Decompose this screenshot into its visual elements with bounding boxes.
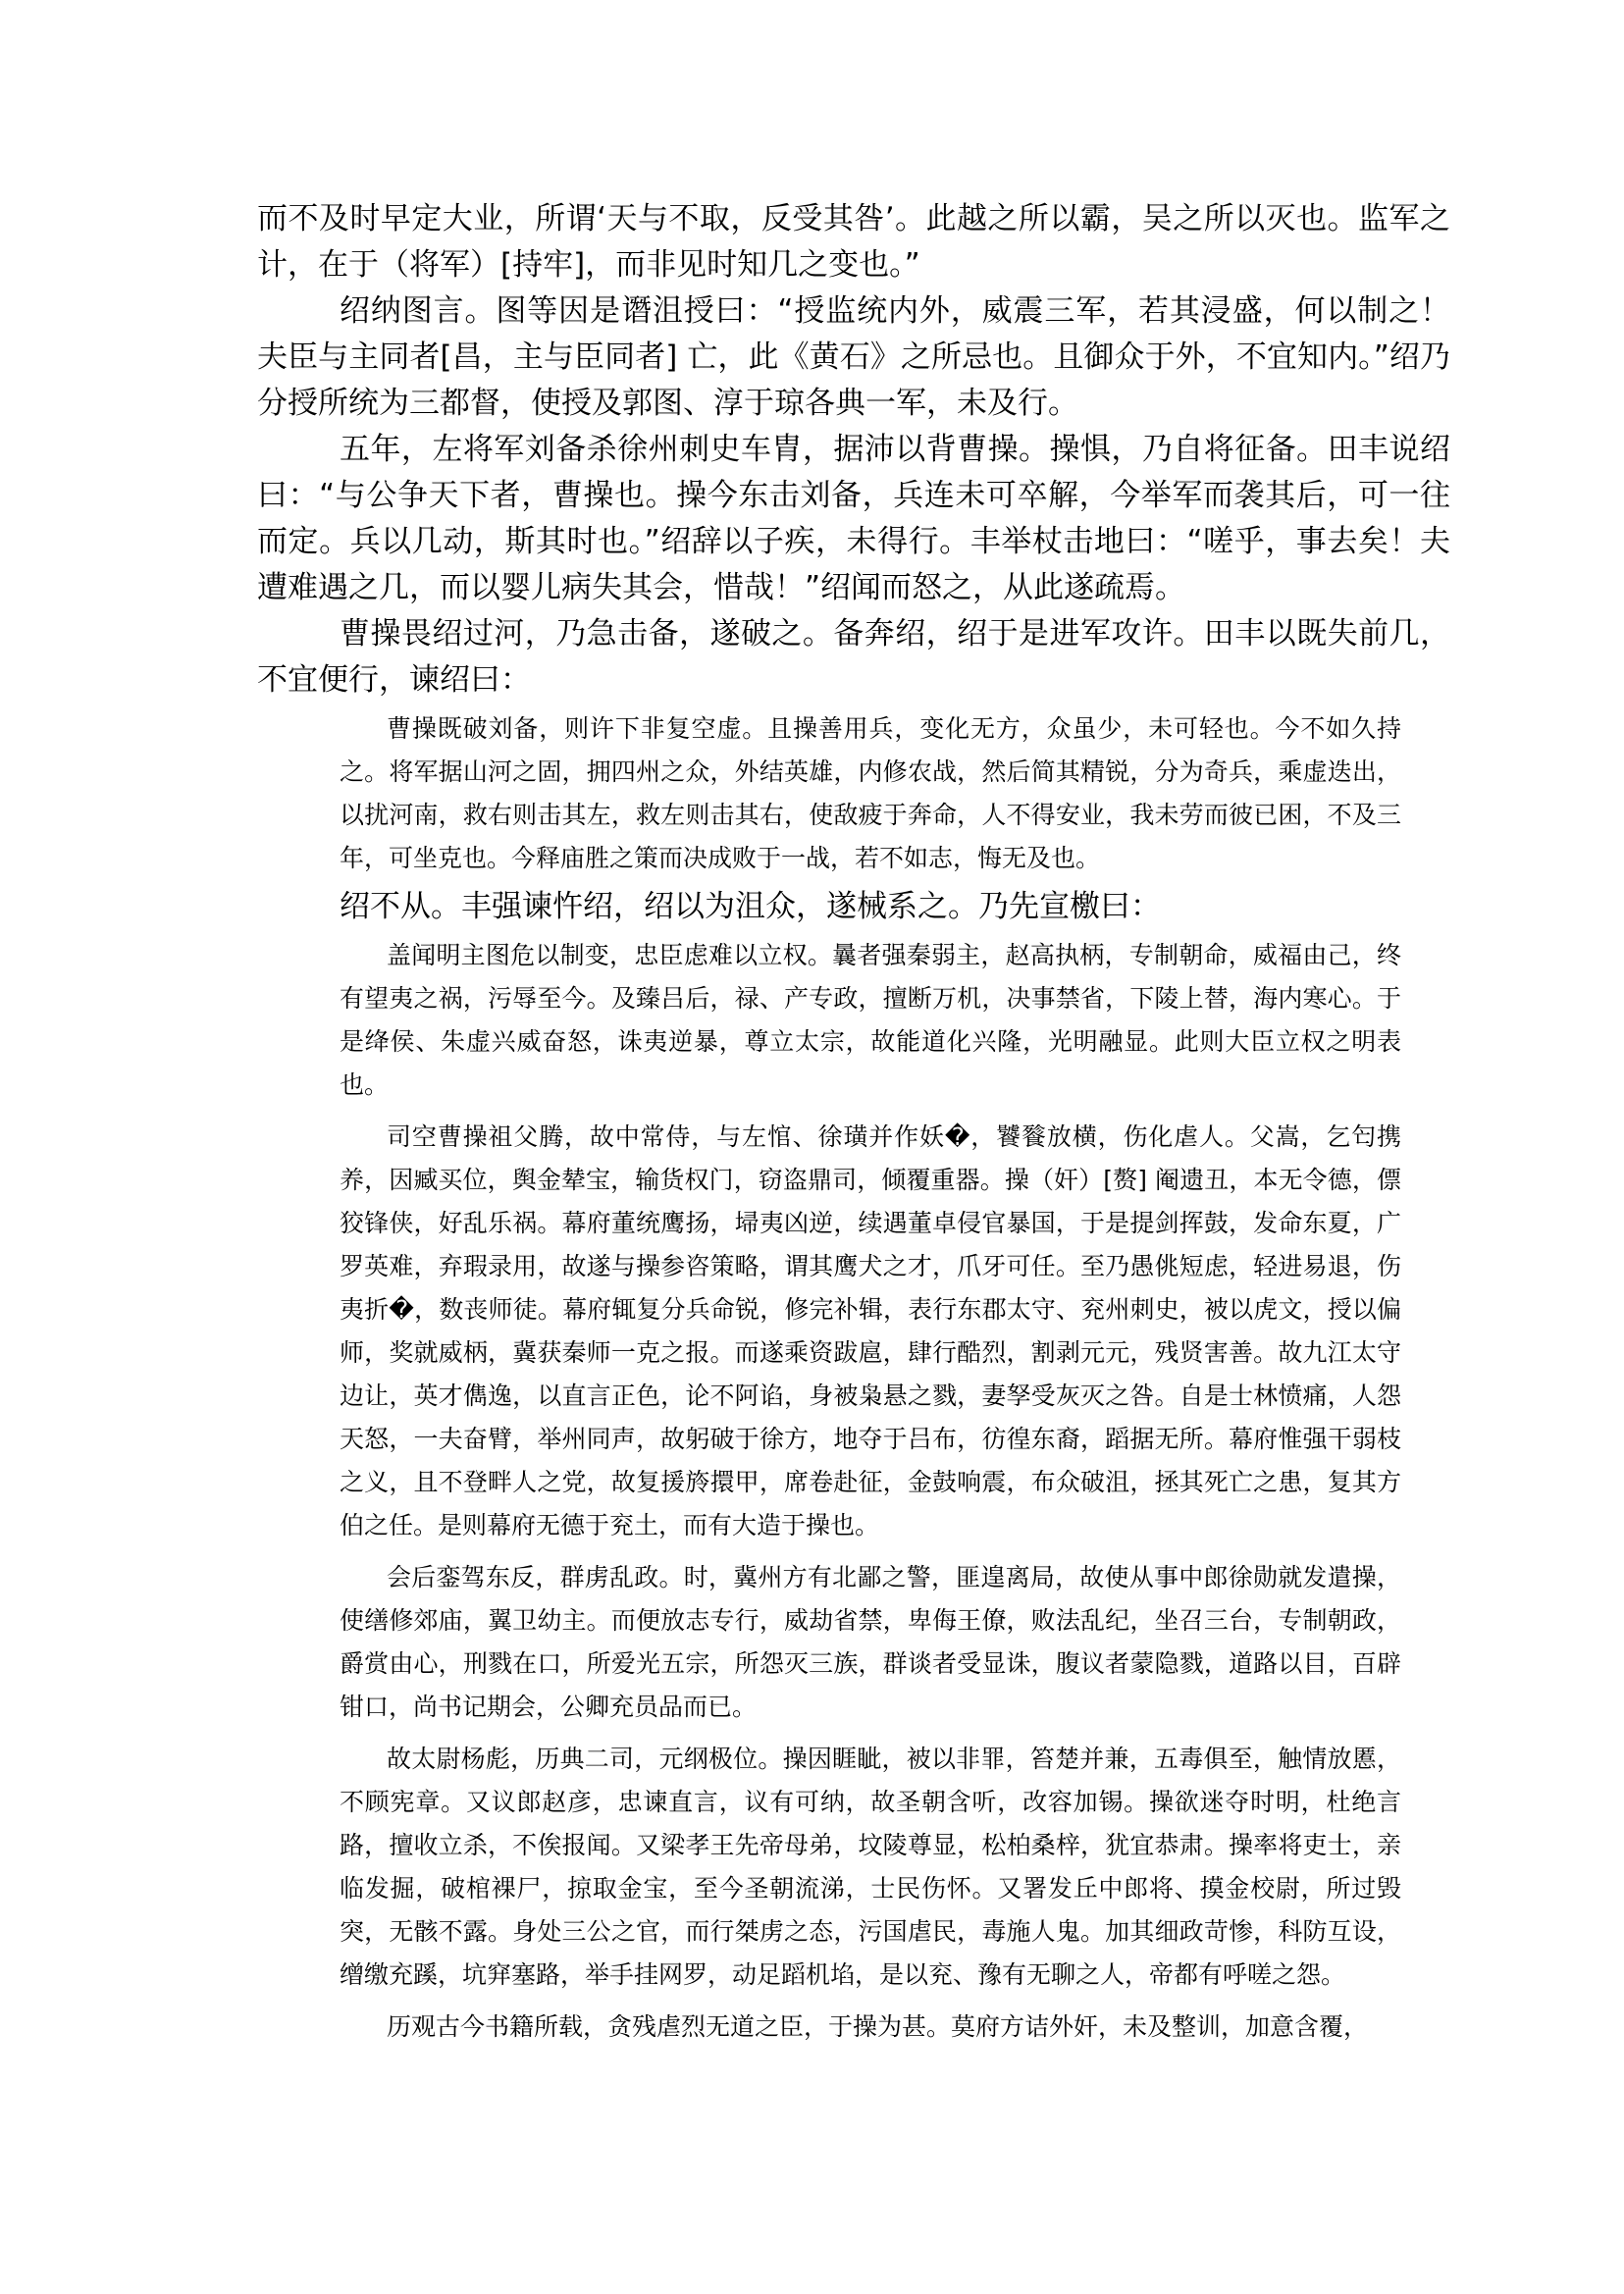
blockquote-tianfeng-remonstrance xyxy=(340,707,1401,880)
blockquote-paragraph: 司空曹操祖父腾，故中常侍，与左悺、徐璜并作妖�，饕餮放横，伤化虐人。父嵩，乞匄携养，因臧买位，舆金辇宝，输货权门，窃盗鼎司，倾覆重器。操（奸）[赘] 阉遗丑，本无令德，僄狡锋侠，好乱乐祸。幕府董统鹰扬，埽夷凶逆，续遇董卓侵官暴国，于是提剑挥鼓，发命东夏，广罗英难，弃瑕录用，故遂与操参咨策略，谓其鹰犬之才，爪牙可任。至乃愚佻短虑，轻进易退，伤夷折�，数丧师徒。幕府辄复分兵命锐，修完补辑，表行东郡太守、兖州刺史，被以虎文，授以偏师，奖就威柄，冀获秦师一克之报。而遂乘资跋扈，肆行酷烈，割剥元元，残贤害善。故九江太守边让，英才儁逸，以直言正色，论不阿谄，身被枭悬之戮，妻孥受灰灭之咎。自是士林愤痛，人怨天怒，一夫奋臂，举州同声，故躬破于徐方，地夺于吕布，彷徨东裔，蹈据无所。幕府惟强干弱枝之义，且不登畔人之党，故复援旍擐甲，席卷赴征，金鼓响震，布众破沮，拯其死亡之患，复其方伯之任。是则幕府无德于兖土，而有大造于操也。 xyxy=(340,1122,1401,1539)
blockquote-paragraph: 会后銮驾东反，群虏乱政。时，冀州方有北鄙之警，匪遑离局，故使从事中郎徐勋就发遣操，使缮修郊庙，翼卫幼主。而便放志专行，威劫省禁，卑侮王僚，败法乱纪，坐召三台，专制朝政，爵赏由心，刑戮在口，所爱光五宗，所怨灭三族，群谈者受显诛，腹议者蒙隐戮，道路以目，百辟钳口，尚书记期会，公卿充员品而已。 xyxy=(340,1563,1401,1721)
blockquote-paragraph: 历观古今书籍所载，贪残虐烈无道之臣，于操为甚。莫府方诘外奸，未及整训，加意含覆， xyxy=(387,2012,1369,2041)
text-column xyxy=(257,196,1450,2053)
paragraph-wu-nian: 五年，左将军刘备杀徐州刺史车胄，据沛以背曹操。操惧，乃自将征备。田丰说绍曰：“与公争天下者，曹操也。操今东击刘备，兵连未可卒解，今举军而袭其后，可一往而定。兵以几动，斯其时也。”绍辞以子疾，未得行。丰举杖击地曰：“嗟乎，事去矣！夫遭难遇之几，而以婴儿病失其会，惜哉！”绍闻而怒之，从此遂疏焉。 xyxy=(257,432,1450,605)
paragraph-caocao-wei-shao: 曹操畏绍过河，乃急击备，遂破之。备奔绍，绍于是进军攻许。田丰以既失前几，不宜便行，谏绍曰： xyxy=(257,616,1450,698)
paragraph-juzhou-speech-end: 而不及时早定大业，所谓‘天与不取，反受其咎’。此越之所以霸，吴之所以灭也。监军之计，在于（将军）[持牢]，而非见时知几之变也。” xyxy=(257,201,1450,283)
blockquote-paragraph: 盖闻明主图危以制变，忠臣虑难以立权。曩者强秦弱主，赵高执柄，专制朝命，威福由己，终有望夷之祸，污辱至今。及臻吕后，禄、产专政，擅断万机，决事禁省，下陵上替，海内寒心。于是绛侯、朱虚兴威奋怒，诛夷逆暴，尊立太宗，故能道化兴隆，光明融显。此则大臣立权之明表也。 xyxy=(340,941,1401,1099)
paragraph-shao-bu-cong: 绍不从。丰强谏忤绍，绍以为沮众，遂械系之。乃先宣檄曰： xyxy=(340,889,1161,924)
blockquote-paragraph: 曹操既破刘备，则许下非复空虚。且操善用兵，变化无方，众虽少，未可轻也。今不如久持之。将军据山河之固，拥四州之众，外结英雄，内修农战，然后简其精锐，分为奇兵，乘虚迭出，以扰河南，救右则击其左，救左则击其右，使敌疲于奔命，人不得安业，我未劳而彼已困，不及三年，可坐克也。今释庙胜之策而决成败于一战，若不如志，悔无及也。 xyxy=(340,714,1401,872)
paragraph-shao-na-tu-yan: 绍纳图言。图等因是谮沮授曰：“授监统内外，威震三军，若其浸盛，何以制之！夫臣与主同者[昌，主与臣同者] 亡，此《黄石》之所忌也。且御众于外，不宜知内。”绍乃分授所统为三都督，使授及郭图、淳于琼各典一军，未及行。 xyxy=(257,293,1450,421)
blockquote-xiwen-proclamation xyxy=(340,934,1401,2049)
blockquote-paragraph: 故太尉杨彪，历典二司，元纲极位。操因睚眦，被以非罪，笞楚并兼，五毒俱至，触情放慝，不顾宪章。又议郎赵彦，忠谏直言，议有可纳，故圣朝含听，改容加锡。操欲迷夺时明，杜绝言路，擅收立杀，不俟报闻。又梁孝王先帝母弟，坟陵尊显，松柏桑梓，犹宜恭肃。操率将吏士，亲临发掘，破棺裸尸，掠取金宝，至今圣朝流涕，士民伤怀。又署发丘中郎将、摸金校尉，所过毁突，无骸不露。身处三公之官，而行桀虏之态，污国虐民，毒施人鬼。加其细政苛惨，科防互设，缯缴充蹊，坑穽塞路，举手挂网罗，动足蹈机埳，是以兖、豫有无聊之人，帝都有呼嗟之怨。 xyxy=(340,1745,1401,1989)
